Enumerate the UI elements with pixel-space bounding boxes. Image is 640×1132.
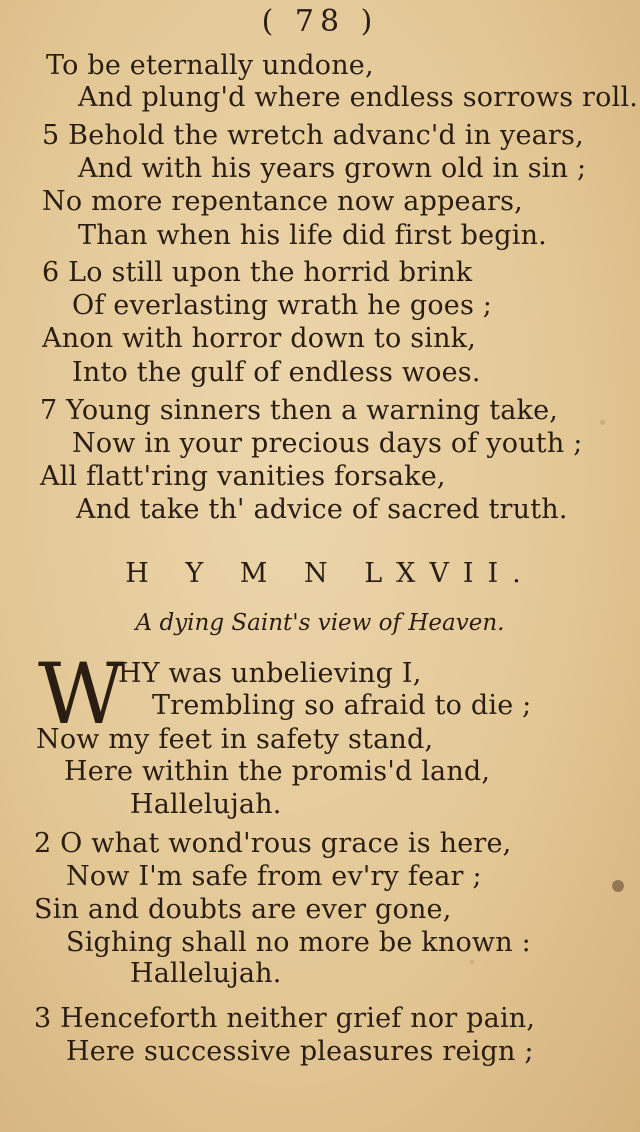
verse-line: Hallelujah. (130, 958, 282, 989)
page-number: ( 78 ) (261, 4, 379, 39)
hymn-title: H Y M N LXVII. (125, 558, 535, 589)
verse-line: Sin and doubts are ever gone, (34, 894, 452, 925)
verse-line: Trembling so afraid to die ; (152, 690, 532, 721)
hymn-subtitle: A dying Saint's view of Heaven. (135, 610, 505, 636)
verse-line: HY was unbelieving I, (118, 658, 422, 689)
verse-line: Into the gulf of endless woes. (72, 357, 481, 388)
verse-line: And plung'd where endless sorrows roll. (78, 82, 639, 113)
verse-line: And with his years grown old in sin ; (78, 153, 587, 184)
verse-line: Hallelujah. (130, 789, 282, 820)
verse-line: No more repentance now appears, (42, 186, 523, 217)
verse-line: 3 Henceforth neither grief nor pain, (34, 1003, 536, 1034)
verse-line: Now my feet in safety stand, (36, 724, 434, 755)
verse-line: 6 Lo still upon the horrid brink (42, 257, 473, 288)
verse-line: Of everlasting wrath he goes ; (72, 290, 493, 321)
verse-line: 5 Behold the wretch advanc'd in years, (42, 120, 584, 151)
verse-line: Than when his life did first begin. (78, 220, 547, 251)
verse-line: Sighing shall no more be known : (66, 927, 531, 958)
verse-line: And take th' advice of sacred truth. (76, 494, 568, 525)
verse-line: Here successive pleasures reign ; (66, 1036, 534, 1067)
verse-line: To be eternally undone, (46, 50, 374, 81)
verse-line: Now in your precious days of youth ; (72, 428, 583, 459)
verse-line: 7 Young sinners then a warning take, (40, 395, 559, 426)
verse-line: All flatt'ring vanities forsake, (40, 461, 446, 492)
verse-line: Here within the promis'd land, (64, 756, 491, 787)
verse-line: 2 O what wond'rous grace is here, (34, 828, 512, 859)
paper-stain (600, 420, 605, 425)
verse-line: Anon with horror down to sink, (42, 323, 477, 354)
verse-line: Now I'm safe from ev'ry fear ; (66, 861, 482, 892)
paper-stain (612, 880, 624, 892)
paper-stain (470, 960, 474, 964)
drop-cap: W (38, 645, 125, 743)
